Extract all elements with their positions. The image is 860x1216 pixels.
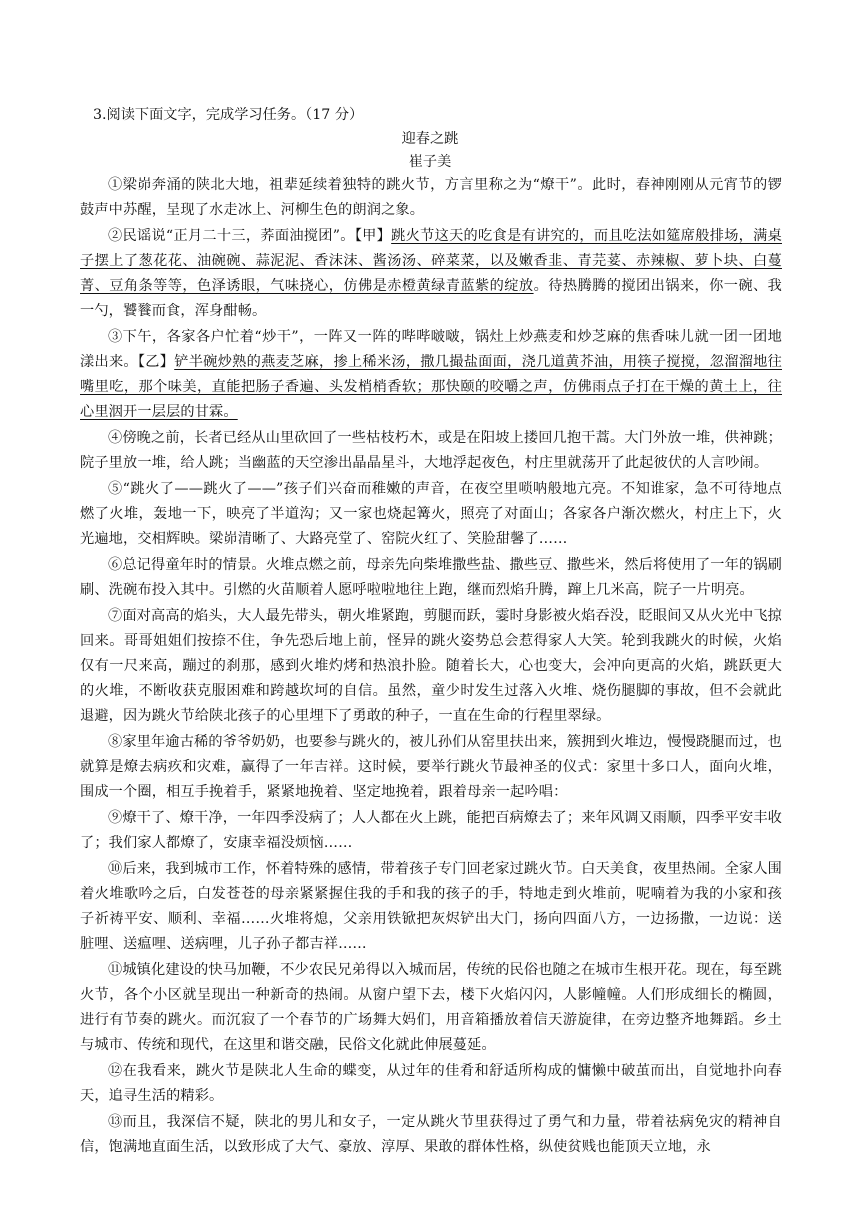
paragraph-text: ⑥总记得童年时的情景。火堆点燃之前，母亲先向柴堆撒些盐、撒些豆、撒些米，然后将使用了一年的锅刷刷、洗碗布投入其中。引燃的火苗顺着人愿呼啦啦地往上跑，继而烈焰升腾，蹿上几米高，院子一片明亮。 bbox=[80, 557, 782, 598]
paragraph-4 bbox=[80, 426, 782, 476]
paragraph-7 bbox=[80, 604, 782, 729]
paragraph-text: ⑦面对高高的焰头，大人最先带头，朝火堆紧跑，剪腿而跃，霎时身影被火焰吞没，眨眼间又从火光中飞掠回来。哥哥姐姐们按捺不住，争先恐后地上前，怪异的跳火姿势总会惹得家人大笑。轮到我跳火的时候，火焰仅有一尺来高，蹦过的刹那，感到火堆灼烤和热浪扑脸。随着长大，心也变大，会冲向更高的火焰，跳跃更大的火堆，不断收获克服困难和跨越坎坷的自信。虽然，童少时发生过落入火堆、烧伤腿脚的事故，但不会就此退避，因为跳火节给陕北孩子的心里埋下了勇敢的种子，一直在生命的行程里翠绿。 bbox=[80, 608, 782, 724]
paragraph-12 bbox=[80, 1059, 782, 1109]
underlined-passage-jia: 跳火节这天的吃食是有讲究的，而且吃法如筵席般排场，满桌子摆上了葱花花、油碗碗、蒜泥泥、香沫沫、酱汤汤、碎菜菜，以及嫩香韭、青芫荽、赤辣椒、萝卜块、白蔓菁、豆角条等等，色泽诱眼，气味挠心，仿佛是赤橙黄绿青蓝紫的绽放 bbox=[80, 228, 782, 294]
paragraph-text: ⑬而且，我深信不疑，陕北的男儿和女子，一定从跳火节里获得过了勇气和力量，带着祛病免灾的精神自信，饱满地直面生活，以致形成了大气、豪放、淳厚、果敢的群体性格，纵使贫贱也能顶天立地，永 bbox=[80, 1114, 782, 1155]
paragraph-2 bbox=[80, 224, 782, 324]
question-heading: 3.阅读下面文字，完成学习任务。（17 分） bbox=[93, 107, 364, 123]
paragraph-6 bbox=[80, 553, 782, 603]
paragraph-text: ③下午，各家各户忙着“炒干”，一阵又一阵的哔哔啵啵，锅灶上炒燕麦和炒芝麻的焦香味儿就一团一团地漾出来。 bbox=[80, 329, 782, 370]
paragraph-3 bbox=[80, 325, 782, 425]
paragraph-5 bbox=[80, 477, 782, 552]
paragraph-text: ②民谣说“正月二十三，荞面油搅团”。 bbox=[108, 228, 355, 244]
annotation-marker-jia: 【甲】 bbox=[354, 228, 392, 244]
underlined-passage-yi: 铲半碗炒熟的燕麦芝麻，掺上稀米汤，撒几撮盐面面，浇几道黄芥油，用筷子搅搅，忽溜溜地往嘴里吃，那个味美，直能把肠子香遍、头发梢梢香软；那快颐的咬嚼之声，仿佛雨点子打在干燥的黄土上，往心里洇开一层层的甘霖。 bbox=[80, 354, 782, 420]
paragraph-text: ⑤“跳火了——跳火了——”孩子们兴奋而稚嫩的声音，在夜空里唢呐般地亢亮。不知谁家，急不可待地点燃了火堆，轰地一下，映亮了半道沟；又一家也烧起篝火，照亮了对面山；各家各户渐次燃火，村庄上下，火光遍地，交相辉映。梁峁清晰了、大路亮堂了、窑院火红了、笑脸甜馨了…… bbox=[80, 481, 782, 547]
paragraph-text: ④傍晚之前，长者已经从山里砍回了一些枯枝朽木，或是在阳坡上搂回几抱干蒿。大门外放一堆，供神跳；院子里放一堆，给人跳；当幽蓝的天空渗出晶晶星斗，大地浮起夜色，村庄里就荡开了此起彼伏的人言吵闹。 bbox=[80, 430, 782, 471]
paragraph-1 bbox=[80, 173, 782, 223]
paragraph-text: ⑧家里年逾古稀的爷爷奶奶，也要参与跳火的，被儿孙们从窑里扶出来，簇拥到火堆边，慢慢跷腿而过，也就算是燎去病疚和灾难，赢得了一年吉祥。这时候，要举行跳火节最神圣的仪式：家里十多口人，面向火堆，围成一个圈，相互手挽着手，紧紧地挽着、坚定地挽着，跟着母亲一起吟唱： bbox=[80, 734, 782, 800]
paragraph-10 bbox=[80, 857, 782, 957]
paragraph-text: ⑩后来，我到城市工作，怀着特殊的感情，带着孩子专门回老家过跳火节。白天美食，夜里热闹。全家人围着火堆歌吟之后，白发苍苍的母亲紧紧握住我的手和我的孩子的手，特地走到火堆前，呢喃着为我的小家和孩子祈祷平安、顺利、幸福……火堆将熄，父亲用铁锨把灰烬铲出大门，扬向四面八方，一边扬撒，一边说：送脏哩、送瘟哩、送病哩，儿子孙子都吉祥…… bbox=[80, 861, 782, 952]
paragraph-text: ⑪城镇化建设的快马加鞭，不少农民兄弟得以入城而居，传统的民俗也随之在城市生根开花。现在，每至跳火节，各个小区就呈现出一种新奇的热闹。从窗户望下去，楼下火焰闪闪，人影幢幢。人们形成细长的椭圆，进行有节奏的跳火。而沉寂了一个春节的广场舞大妈们，用音箱播放着信天游旋律，在旁边整齐地舞蹈。乡土与城市、传统和现代，在这里和谐交融，民俗文化就此伸展蔓延。 bbox=[80, 962, 782, 1053]
paragraph-9 bbox=[80, 806, 782, 856]
annotation-marker-yi: 【乙】 bbox=[137, 354, 175, 370]
paragraph-8 bbox=[80, 730, 782, 805]
paragraph-text-tail: 。待热腾腾的搅团出锅来，你一碗、我一勺，饕餮而食，浑身酣畅。 bbox=[80, 278, 782, 319]
paragraph-13 bbox=[80, 1110, 782, 1160]
paragraph-11 bbox=[80, 958, 782, 1058]
paragraph-text: ①梁峁奔涌的陕北大地，祖辈延续着独特的跳火节，方言里称之为“燎干”。此时，春神刚刚从元宵节的锣鼓声中苏醒，呈现了水走冰上、河柳生色的朗润之象。 bbox=[80, 177, 782, 218]
paragraph-text: ⑨燎干了、燎干净，一年四季没病了；人人都在火上跳，能把百病燎去了；来年风调又雨顺，四季平安丰收了；我们家人都燎了，安康幸福没烦恼…… bbox=[80, 810, 782, 851]
article-body bbox=[80, 173, 782, 1161]
paragraph-text: ⑫在我看来，跳火节是陕北人生命的蝶变，从过年的佳肴和舒适所构成的慵懒中破茧而出，自觉地扑向春天，追寻生活的精彩。 bbox=[80, 1063, 782, 1104]
article-title: 迎春之跳 bbox=[401, 131, 459, 147]
article-author: 崔子美 bbox=[408, 154, 452, 170]
